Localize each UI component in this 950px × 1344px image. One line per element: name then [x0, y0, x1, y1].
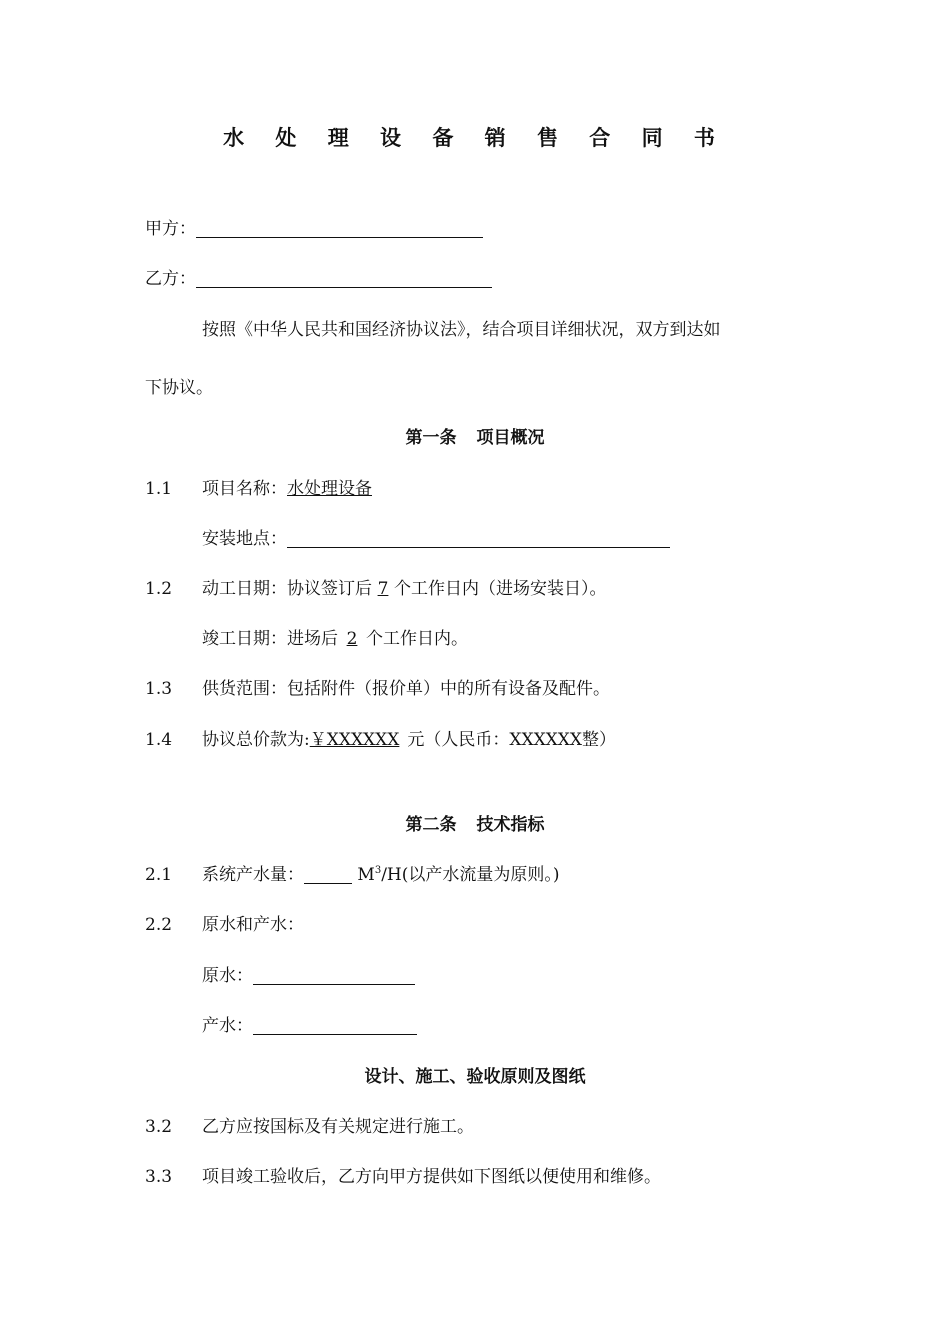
document-title: 水 处 理 设 备 销 售 合 同 书 [223, 126, 727, 150]
item-number: 2.2 [145, 915, 173, 935]
item-number: 2.1 [145, 865, 173, 885]
install-location-label: 安装地点： [202, 529, 287, 549]
item-1-4 [145, 728, 616, 752]
install-location-line [202, 527, 670, 551]
article-2-number: 第二条 [405, 815, 457, 835]
completion-date-text: 竣工日期：进场后 [202, 629, 338, 649]
article-3-heading: 设计、施工、验收原则及图纸 [364, 1067, 586, 1087]
party-b-blank[interactable] [196, 269, 492, 288]
item-1-2 [145, 577, 607, 601]
project-name-value: 水处理设备 [287, 479, 372, 499]
unit-m: M [357, 865, 375, 885]
party-b-label: 乙方： [145, 269, 196, 289]
preamble-line-2: 下协议。 [145, 378, 213, 398]
item-2-1 [145, 863, 560, 887]
unit-superscript: 3 [374, 865, 382, 876]
completion-days-value: 2 [346, 629, 358, 649]
raw-water-label: 原水： [202, 966, 253, 986]
party-a-line [145, 217, 483, 241]
party-b-line [145, 267, 492, 291]
start-date-text: 动工日期：协议签订后 [202, 579, 372, 599]
article-1-title: 项目概况 [476, 428, 545, 448]
completion-date-line [202, 627, 468, 651]
unit-rest: /H(以产水流量为原则。) [381, 865, 560, 885]
product-water-label: 产水： [202, 1016, 253, 1036]
party-a-blank[interactable] [196, 219, 483, 238]
total-price-suffix: 元（人民币：XXXXXX整） [407, 730, 616, 750]
supply-scope-text: 供货范围：包括附件（报价单）中的所有设备及配件。 [202, 679, 610, 699]
product-water-blank[interactable] [253, 1016, 417, 1035]
construction-standard-text: 乙方应按国标及有关规定进行施工。 [202, 1117, 474, 1137]
article-2-title: 技术指标 [476, 815, 545, 835]
item-1-1 [145, 477, 372, 501]
start-date-suffix: 个工作日内（进场安装日）。 [394, 579, 607, 599]
item-3-3 [145, 1165, 661, 1189]
raw-water-blank[interactable] [253, 966, 415, 985]
item-2-2 [145, 913, 304, 937]
water-output-label: 系统产水量： [202, 865, 304, 885]
article-1-heading [0, 426, 950, 450]
article-1-number: 第一条 [405, 428, 457, 448]
item-number: 1.3 [145, 679, 173, 699]
item-3-2 [145, 1115, 474, 1139]
party-a-label: 甲方： [145, 219, 196, 239]
item-number: 1.4 [145, 730, 173, 750]
product-water-line [202, 1014, 417, 1038]
raw-product-water-text: 原水和产水： [202, 915, 304, 935]
project-name-label: 项目名称： [202, 479, 287, 499]
item-number: 1.1 [145, 479, 173, 499]
raw-water-line [202, 964, 415, 988]
preamble-line-1: 按照《中华人民共和国经济协议法》，结合项目详细状况，双方到达如 [202, 320, 721, 340]
article-2-heading [0, 813, 950, 837]
start-days-value: 7 [377, 579, 389, 599]
install-location-blank[interactable] [287, 529, 670, 548]
item-number: 3.3 [145, 1167, 173, 1187]
water-output-blank[interactable] [304, 865, 352, 884]
item-1-3 [145, 677, 610, 701]
item-number: 1.2 [145, 579, 173, 599]
drawings-provision-text: 项目竣工验收后，乙方向甲方提供如下图纸以便使用和维修。 [202, 1167, 661, 1187]
completion-date-suffix: 个工作日内。 [366, 629, 468, 649]
total-price-amount: ￥XXXXXX [309, 730, 400, 750]
total-price-label: 协议总价款为: [202, 730, 310, 750]
item-number: 3.2 [145, 1117, 173, 1137]
